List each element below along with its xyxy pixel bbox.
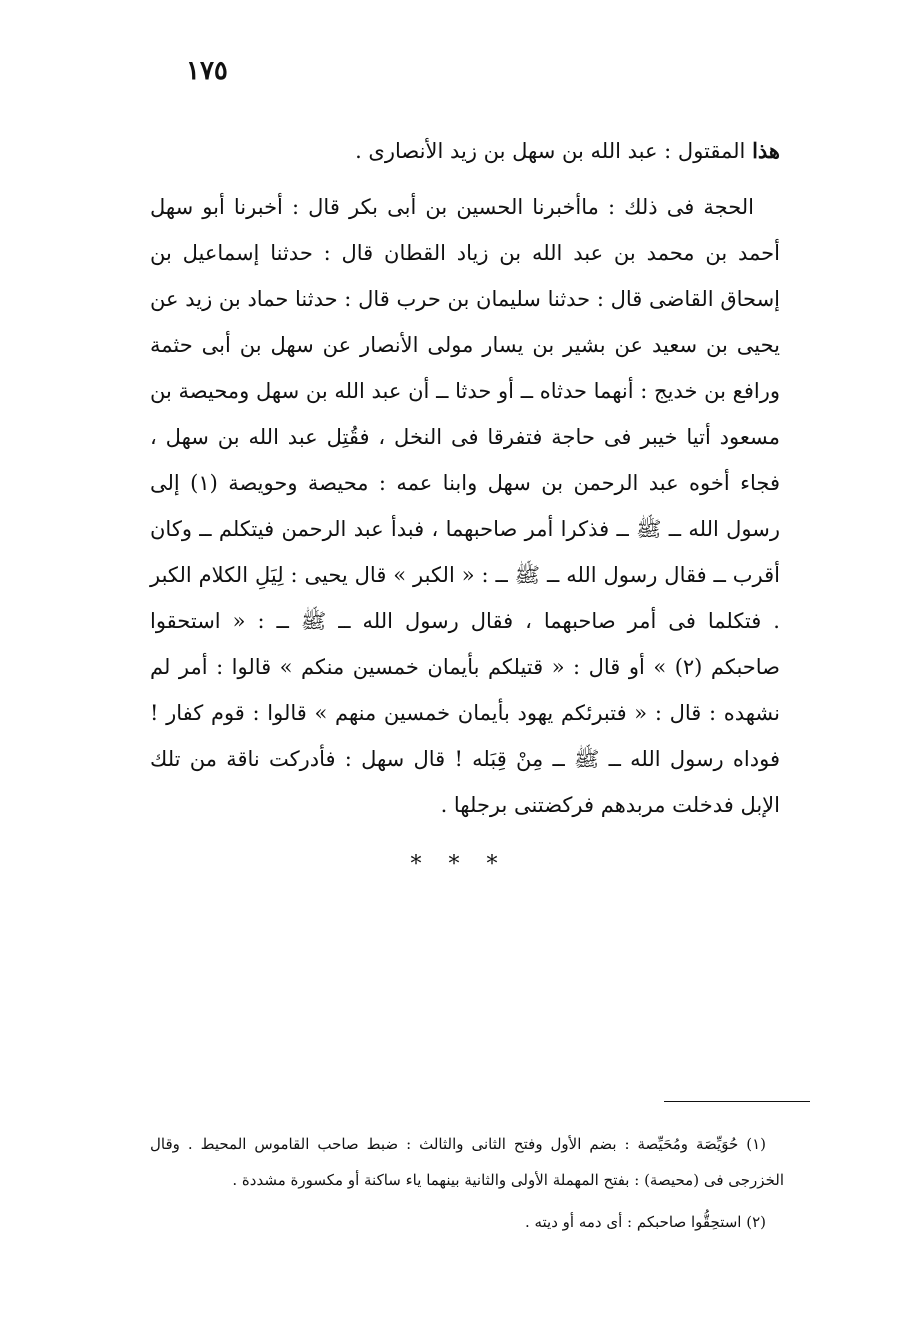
footnote-1: (١) حُوَيِّصَة ومُحَيِّصة : بضم الأول وفتح الثانى والثالث : ضبط صاحب القاموس المحيط . وقال الخزرجى فى (محيصة) : بفتح المهملة الأولى والثانية بينهما ياء ساكنة أو مكسورة مشددة . [150,1135,784,1189]
hadith-paragraph: الحجة فى ذلك : ماأخبرنا الحسين بن أبى بكر قال : أخبرنا أبو سهل أحمد بن محمد بن عبد الله بن زياد القطان قال : حدثنا إسماعيل بن إسحاق القاضى قال : حدثنا سليمان بن حرب قال : حدثنا حماد بن زيد عن يحيى بن سعيد عن بشير بن يسار مولى الأنصار عن سهل بن أبى حثمة ورافع بن خديج : أنهما حدثاه ــ أو حدثا ــ أن عبد الله بن سهل ومحيصة بن مسعود أتيا خيبر فى حاجة فتفرقا فى النخل ، فقُتِل عبد الله بن سهل ، فجاء أخوه عبد الرحمن بن سهل وابنا عمه : محيصة وحويصة (١) إلى رسول الله ــ ﷺ ــ فذكرا أمر صاحبهما ، فبدأ عبد الرحمن فيتكلم ــ وكان أقرب ــ فقال رسول الله ــ ﷺ ــ : « الكبر » قال يحيى : لِيَلِ الكلام الكبر . فتكلما فى أمر صاحبهما ، فقال رسول الله ــ ﷺ ــ : « استحقوا صاحبكم (٢) » أو قال : « قتيلكم بأيمان خمسين منكم » قالوا : أمر لم نشهده : قال : « فتبرئكم يهود بأيمان خمسين منهم » قالوا : قوم كفار ! فوداه رسول الله ــ ﷺ ــ مِنْ قِبَله ! قال سهل : فأدركت ناقة من تلك الإبل فدخلت مربدهم فركضتنى برجلها . [150,195,780,817]
main-text-block [150,128,780,828]
chapter-heading-line [150,128,780,174]
section-separator-stars: * * * [410,852,508,877]
page-number: ١٧٥ [186,56,228,86]
footnote-2: (٢) استحِقُّوا صاحبكم : أى دمه أو ديته . [524,1213,766,1231]
heading-bold-word: هذا [752,138,780,163]
footnote-rule [664,1101,810,1102]
heading-text: المقتول : عبد الله بن سهل بن زيد الأنصارى . [355,139,753,163]
footnotes-block [150,1126,784,1240]
